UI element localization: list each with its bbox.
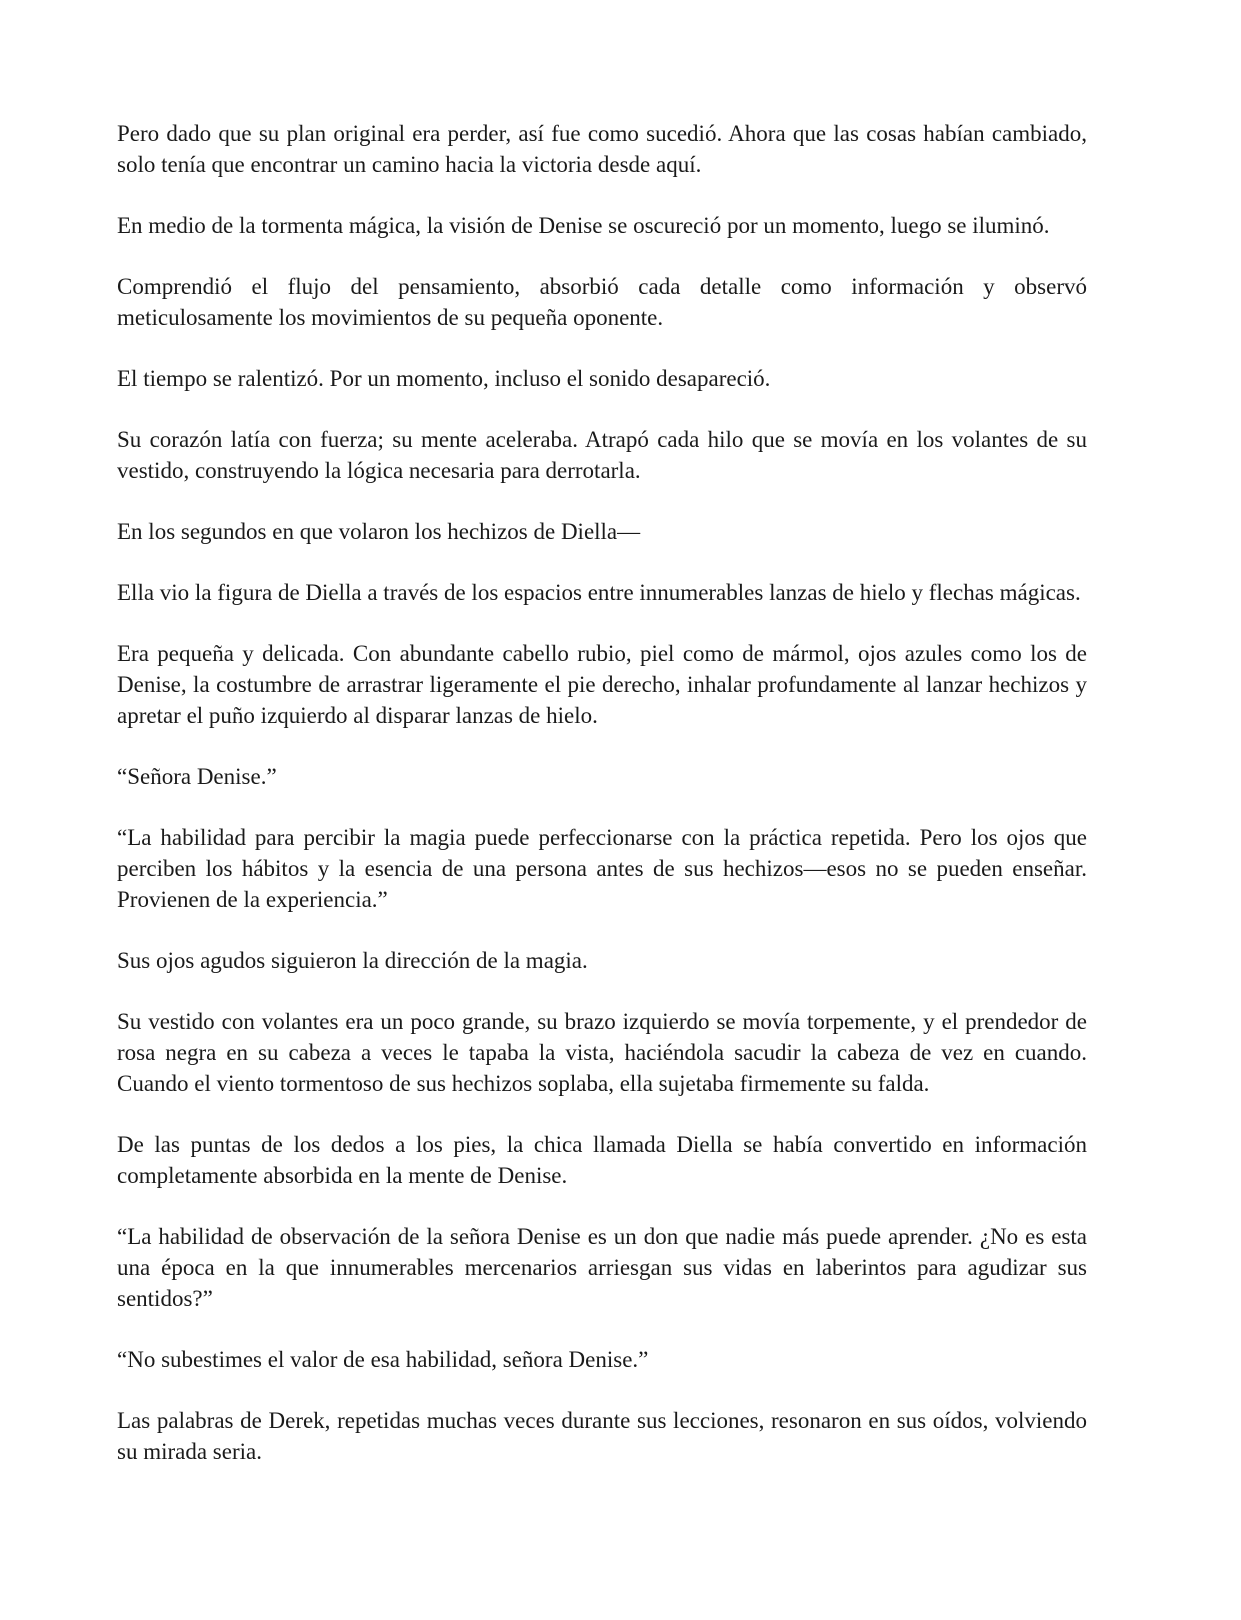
paragraph: “Señora Denise.” — [117, 764, 277, 789]
paragraph: En medio de la tormenta mágica, la visión de Denise se oscureció por un momento, luego se iluminó. — [117, 213, 1050, 238]
paragraph: “La habilidad de observación de la señora Denise es un don que nadie más puede aprender. ¿No es esta una época en la que innumerables mercenarios arriesgan sus vidas en laberintos para agudizar sus sentidos?” — [117, 1224, 1087, 1311]
paragraph: El tiempo se ralentizó. Por un momento, incluso el sonido desapareció. — [117, 366, 771, 391]
body-text — [117, 118, 1087, 1467]
paragraph: Comprendió el flujo del pensamiento, absorbió cada detalle como información y observó meticulosamente los movimientos de su pequeña oponente. — [117, 274, 1087, 330]
paragraph: Su vestido con volantes era un poco grande, su brazo izquierdo se movía torpemente, y el prendedor de rosa negra en su cabeza a veces le tapaba la vista, haciéndola sacudir la cabeza de vez en cuando. Cuando el viento tormentoso de sus hechizos soplaba, ella sujetaba firmemente su falda. — [117, 1009, 1087, 1096]
paragraph: Sus ojos agudos siguieron la dirección de la magia. — [117, 948, 588, 973]
paragraph: Era pequeña y delicada. Con abundante cabello rubio, piel como de mármol, ojos azules como los de Denise, la costumbre de arrastrar ligeramente el pie derecho, inhalar profundamente al lanzar hechizos y apretar el puño izquierdo al disparar lanzas de hielo. — [117, 641, 1087, 728]
paragraph: “La habilidad para percibir la magia puede perfeccionarse con la práctica repetida. Pero los ojos que perciben los hábitos y la esencia de una persona antes de sus hechizos—esos no se pueden enseñar. Provienen de la experiencia.” — [117, 825, 1087, 912]
paragraph: De las puntas de los dedos a los pies, la chica llamada Diella se había convertido en información completamente absorbida en la mente de Denise. — [117, 1132, 1087, 1188]
paragraph: Pero dado que su plan original era perder, así fue como sucedió. Ahora que las cosas habían cambiado, solo tenía que encontrar un camino hacia la victoria desde aquí. — [117, 121, 1087, 177]
paragraph: Ella vio la figura de Diella a través de los espacios entre innumerables lanzas de hielo y flechas mágicas. — [117, 580, 1081, 605]
paragraph: Su corazón latía con fuerza; su mente aceleraba. Atrapó cada hilo que se movía en los volantes de su vestido, construyendo la lógica necesaria para derrotarla. — [117, 427, 1087, 483]
paragraph: Las palabras de Derek, repetidas muchas veces durante sus lecciones, resonaron en sus oídos, volviendo su mirada seria. — [117, 1408, 1087, 1464]
paragraph: En los segundos en que volaron los hechizos de Diella— — [117, 519, 641, 544]
paragraph: “No subestimes el valor de esa habilidad, señora Denise.” — [117, 1347, 649, 1372]
